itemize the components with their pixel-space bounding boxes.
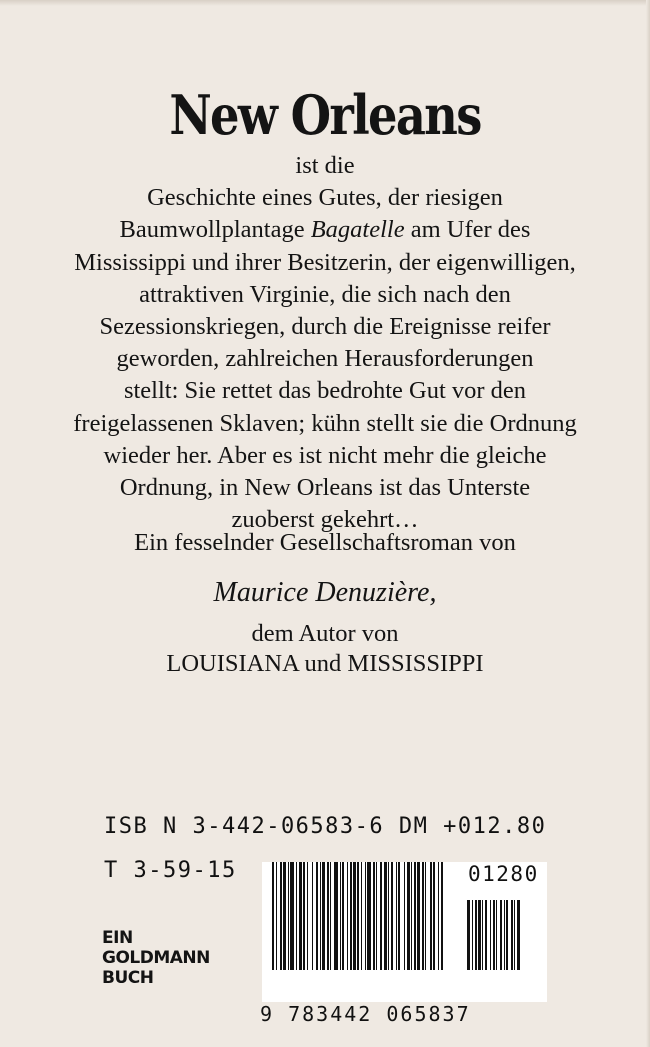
barcode-bar [320,862,321,970]
author-name: Maurice Denuzière, [213,577,437,608]
barcode-bar [422,862,424,970]
barcode-bar [327,862,329,970]
barcode-bar [299,862,302,970]
barcode-bar [504,900,505,970]
barcode-bar [438,862,439,970]
barcode-bar [391,862,393,970]
barcode-bar [290,862,294,970]
barcode-bar [511,900,513,970]
barcode-bar [496,900,497,970]
barcode-bar [361,862,362,970]
barcode-bar [340,862,341,970]
blurb-line: Geschichte eines Gutes, der riesigen [147,184,503,212]
blurb-line: zuoberst gekehrt… [231,506,419,534]
barcode-bar [367,862,371,970]
barcode-bar [493,900,495,970]
barcode-bar [514,900,515,970]
blurb-line: freigelassenen Sklaven; kühn stellt sie die Ordnung [73,409,577,437]
blurb-line: Ordnung, in New Orleans ist das Unterste [119,474,531,502]
barcode-bar [414,862,416,970]
barcode-bar [396,862,397,970]
barcode-bar [430,862,432,970]
barcode-bar [411,862,412,970]
barcode-bar [490,900,491,970]
barcode-bar [404,862,405,970]
publisher-line: EIN [102,928,133,948]
price-addon-barcode-bars [467,900,545,970]
barcode-bar [376,862,377,970]
blurb-text-part: am Ufer des [404,216,531,244]
publisher-line: GOLDMANN [102,948,210,968]
barcode-bar [467,900,470,970]
barcode-bar [334,862,338,970]
book-title: New Orleans [169,83,481,147]
barcode-bar [296,862,297,970]
barcode-bar [342,862,344,970]
author-block [0,527,650,679]
barcode-bar [407,862,410,970]
blurb-text [0,150,650,536]
barcode-bar [517,900,520,970]
author-of-label: dem Autor von [251,620,399,647]
barcode-bar [272,862,274,970]
barcode-bar [303,862,305,970]
publisher-line: BUCH [102,968,154,988]
barcode-bar [398,862,400,970]
barcode-bar [425,862,426,970]
barcode-bar [307,862,308,970]
barcode-bar [373,862,375,970]
barcode-bar [316,862,318,970]
barcode-bar [380,862,382,970]
barcode-bar [384,862,387,970]
barcode-bar [347,862,348,970]
blurb-line [0,214,650,246]
barcode-bar [276,862,277,970]
barcode-bar [433,862,435,970]
blurb-line: attraktiven Virginie, die sich nach den [139,280,511,308]
blurb-text-part: Baumwollplantage [119,216,311,244]
barcode-bar [357,862,359,970]
novel-intro: Ein fesselnder Gesellschaftsroman von [134,529,516,556]
barcode-bar [485,900,487,970]
price-code: 01280 [468,862,539,886]
barcode-bar [482,900,483,970]
barcode-bar [350,862,352,970]
top-edge-shadow [0,0,650,6]
barcode-number: 9 783442 065837 [260,1002,471,1026]
barcode-bar [500,900,502,970]
barcode-bar [417,862,420,970]
barcode-bar [322,862,325,970]
barcode-bar [312,862,313,970]
barcode-bar [388,862,389,970]
barcode-bar [283,862,286,970]
blurb-line: ist die [295,152,355,179]
barcode-bar [506,900,508,970]
blurb-line: stellt: Sie rettet das bedrohte Gut vor den [123,377,527,405]
barcode-bar [478,900,481,970]
blurb-line: Mississippi und ihrer Besitzerin, der eigenwilligen, [74,248,576,276]
barcode-bar [353,862,356,970]
barcode-bar [441,862,443,970]
barcode-bar [365,862,366,970]
barcode-bar [472,900,473,970]
barcode-bar [280,862,282,970]
barcode-bar [475,900,477,970]
previous-works: LOUISIANA und MISSISSIPPI [166,650,484,677]
barcode-bar [288,862,289,970]
publisher-logo [102,928,210,988]
t-code: T 3-59-15 [104,858,237,883]
blurb-line: geworden, zahlreichen Herausforderungen [116,345,534,373]
barcode-bar [330,862,331,970]
blurb-line: Sezessionskriegen, durch die Ereignisse reifer [99,313,551,341]
isbn-line: ISB N 3-442-06583-6 DM +012.80 [104,814,547,839]
plantation-name: Bagatelle [310,216,405,244]
blurb-line: wieder her. Aber es ist nicht mehr die gleiche [103,441,547,469]
